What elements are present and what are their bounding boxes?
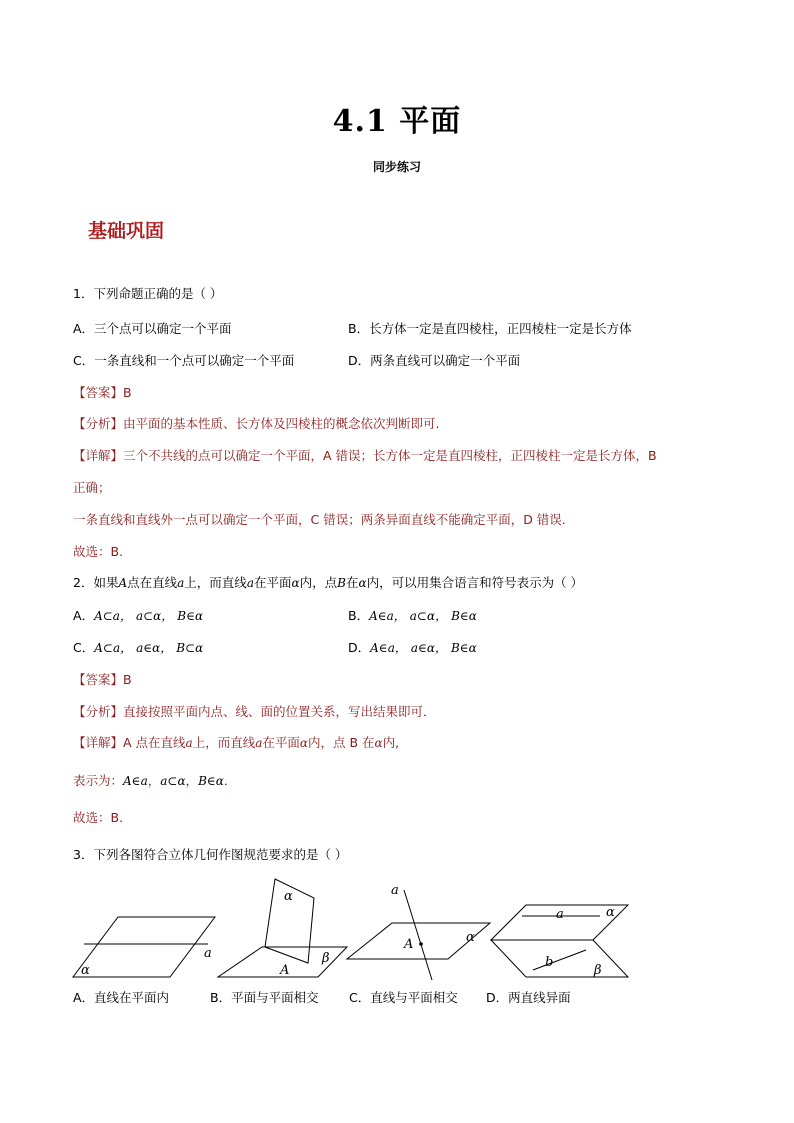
q2-expression: 表示为：A∈a，a⊂α，B∈α．: [73, 773, 237, 788]
fig3-point-A: [419, 942, 423, 946]
q2-option-c: C．A⊂a， a∈α， B⊂α: [73, 640, 204, 655]
q3-option-d: D．两直线异面: [486, 990, 571, 1005]
q3-option-a: A．直线在平面内: [73, 990, 170, 1005]
q2-stem: 2．如果A点在直线a上，而直线a在平面α内，点B在α内，可以用集合语言和符号表示为（ ）: [73, 575, 584, 590]
fig4-label-alpha: α: [606, 905, 615, 920]
q1-option-b: B．长方体一定是直四棱柱，正四棱柱一定是长方体: [348, 321, 632, 336]
q1-stem: 1．下列命题正确的是（ ）: [73, 286, 223, 301]
fig1-label-alpha: α: [81, 963, 90, 978]
q2-option-a: A．A⊂a， a⊂α， B∈α: [73, 608, 204, 623]
page-title: 4.1 平面: [332, 104, 462, 139]
q3-stem: 3．下列各图符合立体几何作图规范要求的是（ ）: [73, 847, 348, 862]
q1-detail-line3: 一条直线和直线外一点可以确定一个平面，C 错误；两条异面直线不能确定平面，D 错误.: [73, 512, 566, 527]
q3-figures: [0, 870, 794, 990]
q1-option-a: A．三个点可以确定一个平面: [73, 321, 232, 336]
q2-option-d: D．A∈a， a∈α， B∈α: [348, 640, 477, 655]
fig3-label-A: A: [404, 937, 414, 952]
fig2-label-alpha: α: [284, 889, 293, 904]
q2-choose: 故选：B.: [73, 810, 124, 825]
q2-option-b: B．A∈a， a⊂α， B∈α: [348, 608, 477, 623]
q3-option-b: B．平面与平面相交: [210, 990, 319, 1005]
q1-option-d: D．两条直线可以确定一个平面: [348, 353, 521, 368]
q1-detail-line2: 正确；: [73, 480, 111, 495]
page-subtitle: 同步练习: [372, 160, 421, 174]
q2-analysis: 【分析】直接按照平面内点、线、面的位置关系，写出结果即可．: [73, 704, 436, 719]
figure-1-line-in-plane: [73, 917, 215, 977]
q1-detail-line1: 【详解】三个不共线的点可以确定一个平面，A 错误；长方体一定是直四棱柱，正四棱柱一定是长方体，B: [73, 448, 657, 463]
fig3-label-a: a: [391, 883, 399, 898]
q1-answer: 【答案】B: [73, 385, 132, 400]
fig3-label-alpha: α: [466, 930, 475, 945]
q1-analysis: 【分析】由平面的基本性质、长方体及四棱柱的概念依次判断即可.: [73, 416, 440, 431]
q2-detail: 【详解】A 点在直线a上，而直线a在平面α内，点 B 在α内,: [73, 735, 400, 750]
q2-answer: 【答案】B: [73, 672, 132, 687]
fig4-label-beta: β: [594, 963, 602, 978]
q3-option-c: C．直线与平面相交: [349, 990, 458, 1005]
fig1-label-a: a: [204, 946, 212, 961]
q1-choose: 故选：B.: [73, 544, 124, 559]
fig2-label-A: A: [280, 963, 290, 978]
section-heading: 基础巩固: [88, 220, 165, 242]
fig2-label-beta: β: [322, 951, 330, 966]
fig4-label-b: b: [545, 955, 554, 970]
fig4-label-a: a: [556, 907, 564, 922]
q1-option-c: C．一条直线和一个点可以确定一个平面: [73, 353, 295, 368]
